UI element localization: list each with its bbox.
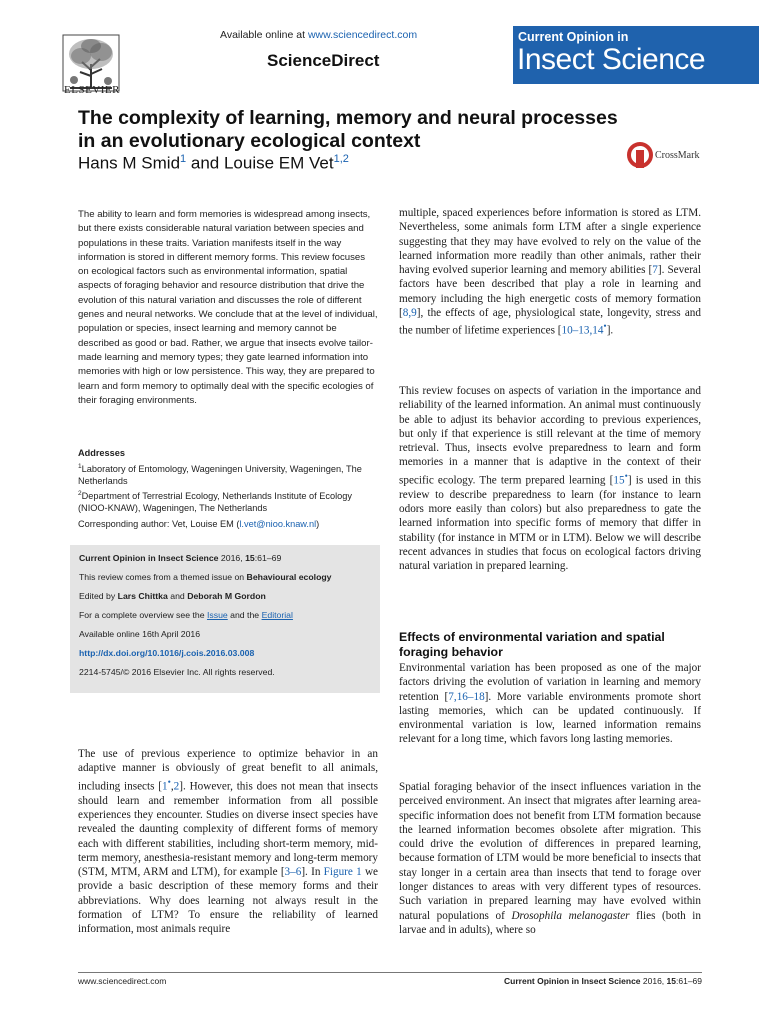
sciencedirect-link[interactable]: www.sciencedirect.com [307,29,418,41]
elsevier-wordmark: ELSEVIER [64,84,120,96]
author-1-affiliation[interactable]: 1 [180,153,187,165]
ref-link[interactable]: 2 [173,780,180,793]
ref-link[interactable]: 10–13,14 [561,325,604,338]
footer-divider [78,972,702,973]
species-name: Drosophila melanogaster [511,909,630,922]
editors-line: Edited by Lars Chittka and Deborah M Gordon [79,591,266,601]
addresses-heading: Addresses [78,448,125,458]
body-paragraph-intro: The use of previous experience to optimize behavior in an adaptive manner is obviously of great benefit to all animals, including insects [1•,2]. However, this does not mean that insects should learn and remember information from all possible experiences they encounter. Studies on diverse insect species have revealed the daunting complexity of different forms of memory each with different stabilities, including short-term memory, mid-term memory, anesthesia-resistant memory and long-term memory (STM, MTM, ARM and LTM), for example [3–6]. In Figure 1 we provide a basic description of these memory forms and their abbreviations. Why does learning not always result in the formation of LTM? To ensure the reliability of learned information, most animals require [78,748,379,936]
body-paragraph-environment: Environmental variation has been proposed as one of the major factors driving the evolution of variation in learning and memory retention [7,16–18]. More variable environments promote short lasting memories, which can be updated continuously. If environmental variation is low, learned information remains relevant for a long time, which favors long lasting memories. [399,662,701,746]
author-2-affiliation[interactable]: 1,2 [333,153,349,165]
section-heading: Effects of environmental variation and spatial foraging behavior [399,630,665,659]
footer-citation: Current Opinion in Insect Science 2016, 15:61–69 [504,976,702,986]
figure-link[interactable]: Figure 1 [323,866,362,879]
issue-link[interactable]: Issue [206,610,228,620]
journal-banner-top: Current Opinion in [518,30,629,44]
crossmark-badge[interactable] [627,142,717,172]
journal-header [62,24,708,104]
ref-link[interactable]: 1 [162,780,168,793]
ref-link[interactable]: 3–6 [284,866,302,879]
journal-banner [513,26,759,84]
abstract: The ability to learn and form memories is widespread among insects, but there exists considerable natural variation between species and populations in these traits. Variation manifests itself in the way information is stored in different memory forms. This review focuses on ecological factors such as environmental information, spatial aspects of foraging behavior and resource distribution that drive the evolution of this natural variation and discusses the role of different genes and neural networks. We conclude that at the level of individual, population or species, insect learning and memory cannot be described as good or bad. Rather, we argue that insects evolve tailor-made learning and memory types; they gate learned information into memories with high or low persistence. This way, they are prepared to learn and form memory to optimally deal with the specific ecologies of their foraging environments. [78,209,378,406]
ref-link[interactable]: 7 [652,264,658,277]
crossmark-label: CrossMark [655,150,700,161]
author-list [78,153,349,174]
corresponding-email-link[interactable]: l.vet@nioo.knaw.nl [239,519,317,529]
body-paragraph-spatial: Spatial foraging behavior of the insect influences variation in the perceived environment. An insect that migrates after learning area-specific information does not benefit from LTM formation because the learned information becomes obsolete after migration. This could drive the evolution of differences in prepared learning, because formation of LTM would be more beneficial to insects that stay longer in a certain area than insects that tend to forage over longer distances to areas with very different types of resources. Such variation in prepared learning may have evolved within natural populations of Drosophila melanogaster flies (both in larvae and in adults), where so [399,781,701,936]
body-paragraph-continued: multiple, spaced experiences before information is stored as LTM. Nevertheless, some animals form LTM after a single experience suggesting that they may have evolved to rely on the value of the learned information more readily than other animals, rather their having evolved superior learning and memory abilities [7]. Several factors have been described that play a role in learning and memory including the high energetic costs of memory formation [8,9], the effects of age, physiological state, longevity, stress and the number of lifetime experiences [10–13,14•]. [399,207,701,338]
ref-link[interactable]: 8,9 [402,307,417,320]
addresses [78,447,378,515]
doi-link[interactable]: http://dx.doi.org/10.1016/j.cois.2016.03.008 [79,648,255,658]
article-title: The complexity of learning, memory and neural processes in an evolutionary ecological context [78,107,618,152]
editorial-link[interactable]: Editorial [261,610,293,620]
journal-banner-main: Insect Science [517,43,706,76]
sciencedirect-wordmark: ScienceDirect [267,51,380,70]
address-2: $^2$Department of Terrestrial Ecology, Netherlands Institute of Ecology (NIOO-KNAW), Wageningen, The Netherlands [78,489,352,514]
body-paragraph-review-focus: This review focuses on aspects of variation in the importance and reliability of the learned information. An animal must continuously be able to adjust its behavior according to previous experiences, but only if that experience is still relevant at the time of memory retrieval. Thus, insects evolve preparedness to learn and form memories in a manner that is adaptive in the context of their specific ecology. The term prepared learning [15•] is used in this review to describe preparedness to learn (for instance to learn odors more easily than colors) but also preparedness to gate the learned information into specific forms of memory that differ in stability (for instance in MTM or in LTM). Below we will describe recent advances in studies that focus on ecological factors driving natural variation in prepared learning. [399,385,701,573]
crossmark-icon [627,142,653,170]
themed-issue-line: This review comes from a themed issue on Behavioural ecology [79,572,332,582]
available-online-line: Available online 16th April 2016 [79,629,201,639]
author-2: and Louise EM Vet [186,153,334,173]
article-info-box [70,545,380,693]
ref-link[interactable]: 7,16–18 [448,690,485,703]
citation-line: Current Opinion in Insect Science 2016, 15:61–69 [79,553,282,563]
ref-link[interactable]: 15 [613,474,625,487]
copyright-line: 2214-5745/© 2016 Elsevier Inc. All rights reserved. [79,667,275,677]
availability-line: Available online at www.sciencedirect.com [220,29,418,41]
overview-line: For a complete overview see the Issue and the Editorial [79,610,293,620]
address-1: $^1$Laboratory of Entomology, Wageningen University, Wageningen, The Netherlands [78,462,362,487]
author-1: Hans M Smid [78,153,181,173]
footer-url[interactable]: www.sciencedirect.com [78,976,167,986]
corresponding-author: Corresponding author: Vet, Louise EM (l.vet@nioo.knaw.nl) [78,519,320,529]
